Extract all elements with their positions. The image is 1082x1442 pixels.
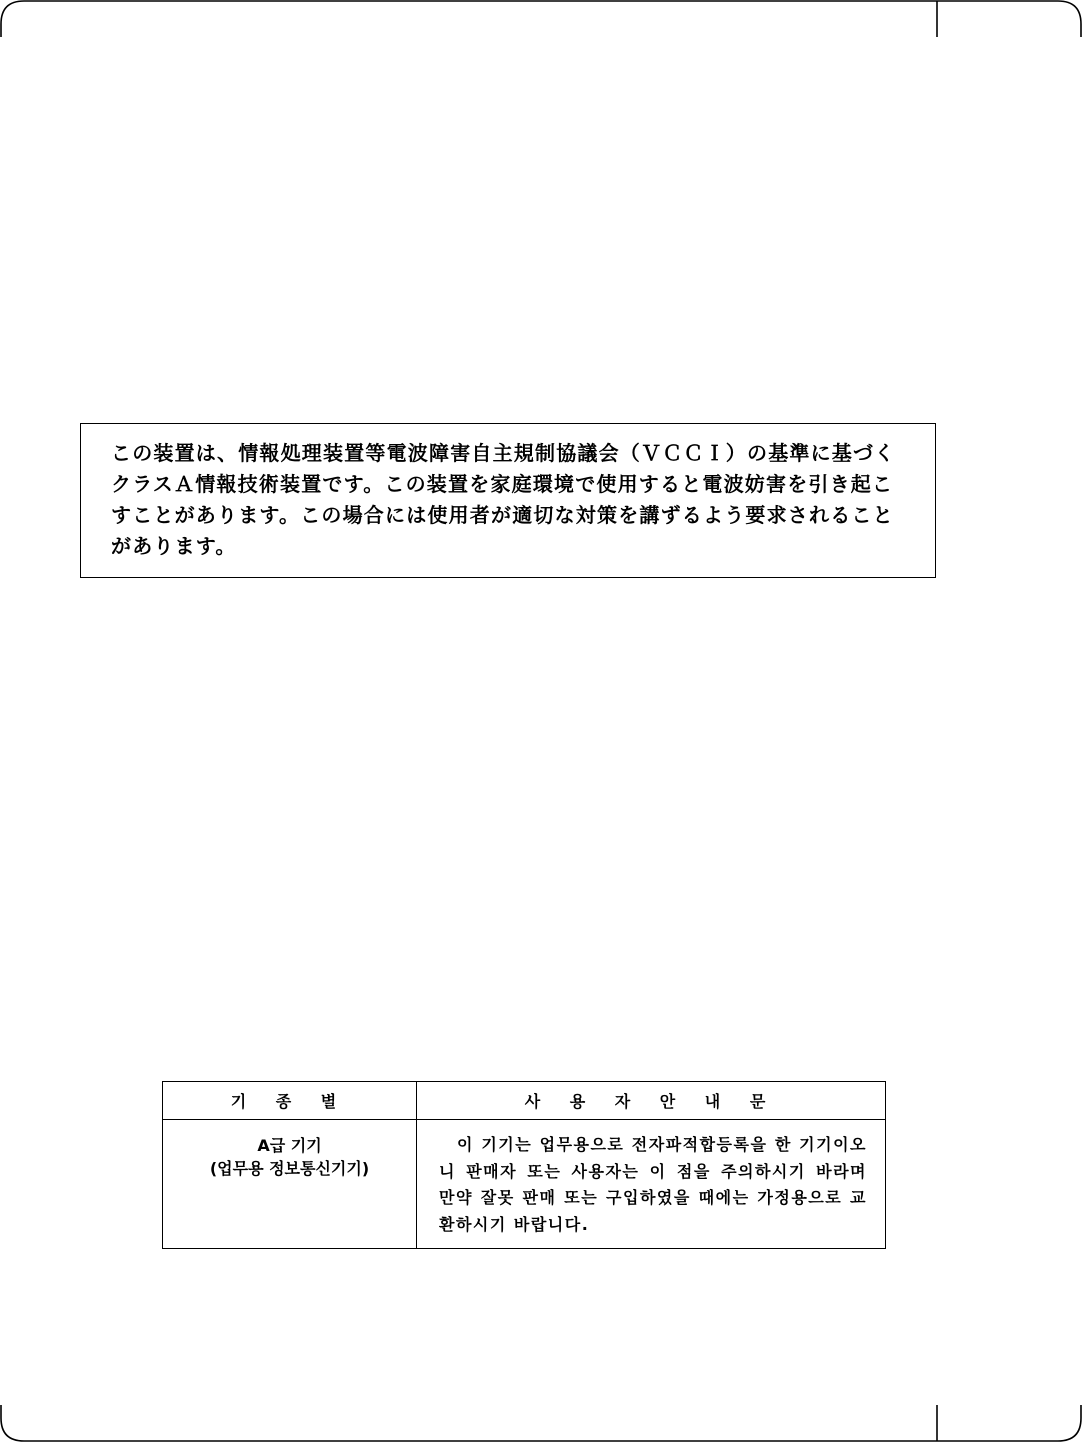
vcci-notice-text: この装置は、情報処理装置等電波障害自主規制協議会（ＶＣＣＩ）の基準に基づくクラスＡ情報技術装置です。この装置を家庭環境で使用すると電波妨害を引き起こすことがあります。この場合には使用者が適切な対策を講ずるよう要求されることがあります。: [111, 441, 896, 558]
page-border-top: [1, 1, 1081, 37]
vcci-notice-box: [80, 423, 936, 578]
page-border-bottom: [1, 1405, 1081, 1441]
table-header-row: [163, 1082, 886, 1120]
table-row: [163, 1120, 886, 1249]
header-device-class: 기 종 별: [163, 1082, 417, 1120]
device-class-line1: A급 기기: [257, 1136, 322, 1155]
user-notice-cell: 이 기기는 업무용으로 전자파적합등록을 한 기기이오니 판매자 또는 사용자는 이 점을 주의하시기 바라며 만약 잘못 판매 또는 구입하였을 때에는 가정용으로 교환하시기 바랍니다.: [417, 1120, 886, 1249]
header-user-notice: 사 용 자 안 내 문: [417, 1082, 886, 1120]
device-class-cell: [163, 1120, 417, 1249]
korean-emc-notice-table: [162, 1081, 886, 1249]
device-class-line2: (업무용 정보통신기기): [209, 1159, 370, 1178]
